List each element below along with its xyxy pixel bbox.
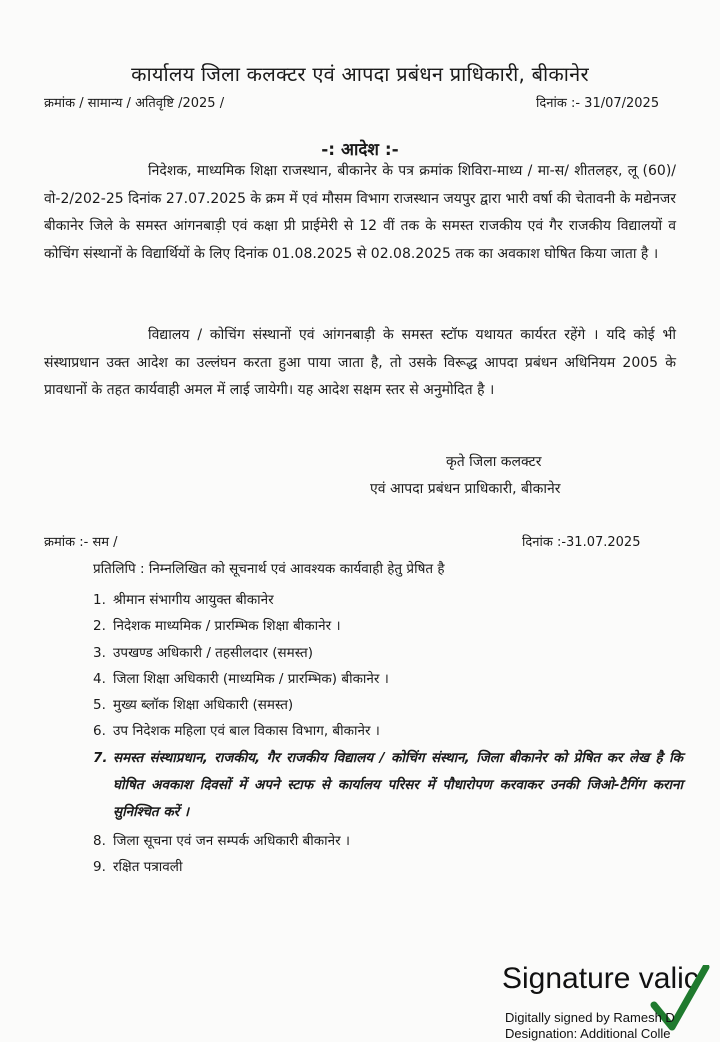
office-title: कार्यालय जिला कलक्टर एवं आपदा प्रबंधन प्राधिकारी, बीकानेर <box>131 62 589 86</box>
list-item <box>93 828 683 854</box>
list-item-number: 6. <box>93 723 106 740</box>
list-item-emphasized <box>93 745 683 826</box>
recipient-list <box>93 587 683 880</box>
list-item-number: 7. <box>93 749 108 766</box>
list-item <box>93 613 683 639</box>
designation: Designation: Additional Colle <box>505 1026 671 1041</box>
list-item <box>93 640 683 666</box>
list-item-text: जिला शिक्षा अधिकारी (माध्यमिक / प्रारम्भिक) बीकानेर । <box>113 670 389 687</box>
digital-signature-details <box>505 1010 675 1042</box>
list-item-number: 3. <box>93 644 106 661</box>
list-item <box>93 718 683 744</box>
signed-by: Digitally signed by Ramesh D <box>505 1010 675 1025</box>
list-item-number: 8. <box>93 832 106 849</box>
order-paragraph-2: विद्यालय / कोचिंग संस्थानों एवं आंगनबाड़ी के समस्त स्टॉफ यथायत कार्यरत रहेंगे । यदि कोई भी संस्थाप्रधान उक्त आदेश का उल्लंघन करता हुआ पाया जाता है, तो उसके विरूद्ध आपदा प्रबंधन अधिनियम 2005 के प्रावधानों के तहत कार्यवाही अमल में लाई जायेगी। यह आदेश सक्षम स्तर से अनुमोदित है । <box>44 327 676 398</box>
list-item-text: जिला सूचना एवं जन सम्पर्क अधिकारी बीकानेर । <box>113 832 351 849</box>
list-item-number: 9. <box>93 859 106 876</box>
list-item <box>93 692 683 718</box>
signature-line-2: एवं आपदा प्रबंधन प्राधिकारी, बीकानेर <box>370 481 561 497</box>
order-date: दिनांक :- 31/07/2025 <box>536 96 660 111</box>
copy-date: दिनांक :-31.07.2025 <box>522 535 641 550</box>
list-item-number: 2. <box>93 618 106 635</box>
list-item-text: मुख्य ब्लॉक शिक्षा अधिकारी (समस्त) <box>113 697 294 714</box>
list-item-number: 4. <box>93 670 106 687</box>
list-item-text: समस्त संस्थाप्रधान, राजकीय, गैर राजकीय विद्यालय / कोचिंग संस्थान, जिला बीकानेर को प्रेषित कर लेख है कि घोषित अवकाश दिवसों में अपने स्टाफ से कार्यालय परिसर में पौधारोपण करवाकर उनकी जिओ-टैगिंग कराना सुनिश्चित करें । <box>113 749 683 820</box>
list-item <box>93 854 683 880</box>
list-item-number: 1. <box>93 592 106 608</box>
list-item-text: उप निदेशक महिला एवं बाल विकास विभाग, बीकानेर । <box>113 723 380 740</box>
order-heading: -: आदेश :- <box>321 140 399 160</box>
reference-number: क्रमांक / सामान्य / अतिवृष्टि /2025 / <box>44 96 225 111</box>
copy-intro: प्रतिलिपि : निम्नलिखित को सूचनार्थ एवं आवश्यक कार्यवाही हेतु प्रेषित है <box>93 561 445 577</box>
list-item-text: श्रीमान संभागीय आयुक्त बीकानेर <box>113 592 274 608</box>
signature-status: Signature valic <box>502 962 699 995</box>
list-item-text: रक्षित पत्रावली <box>113 859 183 876</box>
list-item-text: निदेशक माध्यमिक / प्रारम्भिक शिक्षा बीकानेर । <box>113 618 341 635</box>
list-item-number: 5. <box>93 697 106 714</box>
list-item-text: उपखण्ड अधिकारी / तहसीलदार (समस्त) <box>113 644 313 661</box>
order-paragraph-1: निदेशक, माध्यमिक शिक्षा राजस्थान, बीकानेर के पत्र क्रमांक शिविरा-माध्य / मा-स/ शीतलहर, लू (60)/वो-2/202-25 दिनांक 27.07.2025 के क्रम में एवं मौसम विभाग राजस्थान जयपुर द्वारा भारी वर्षा की चेतावनी के मद्येनजर बीकानेर जिले के समस्त आंगनबाड़ी एवं कक्षा प्री प्राईमेरी से 12 वीं तक के समस्त राजकीय एवं गैर राजकीय विद्यालयों व कोचिंग संस्थानों के विद्यार्थियों के लिए दिनांक 01.08.2025 से 02.08.2025 तक का अवकाश घोषित किया जाता है । <box>44 163 676 262</box>
list-item <box>93 587 683 613</box>
copy-reference-number: क्रमांक :- सम / <box>44 535 118 550</box>
list-item <box>93 666 683 692</box>
signature-line-1: कृते जिला कलक्टर <box>446 454 542 470</box>
